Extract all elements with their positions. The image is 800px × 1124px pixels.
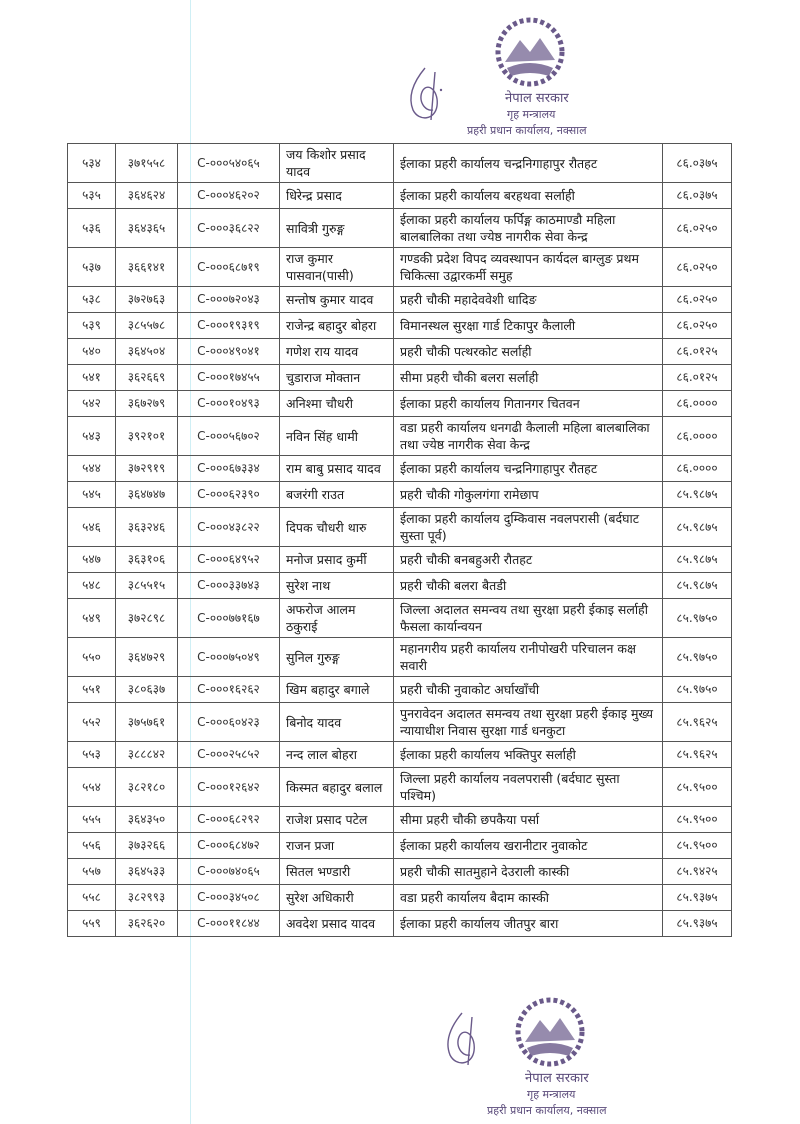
candidate-name: सितल भण्डारी: [280, 859, 394, 885]
score: ८६.००००: [663, 456, 732, 482]
table-row: [68, 833, 732, 859]
table-row: [68, 638, 732, 677]
score: ८५.९६२५: [663, 742, 732, 768]
serial-number: ५४०: [68, 339, 116, 365]
candidate-id: C-०००५६७०२: [178, 417, 280, 456]
roll-number: ३८२१८०: [116, 768, 178, 807]
candidate-id: C-०००७७१६७: [178, 599, 280, 638]
table-row: [68, 859, 732, 885]
candidate-name: धिरेन्द्र प्रसाद: [280, 183, 394, 209]
score: ८६.०२५०: [663, 313, 732, 339]
official-stamp: [465, 990, 635, 1120]
candidate-id: C-०००६८७१९: [178, 248, 280, 287]
posting-office: ईलाका प्रहरी कार्यालय जीतपुर बारा: [394, 911, 663, 937]
candidate-id: C-०००३३७४३: [178, 573, 280, 599]
posting-office: महानगरीय प्रहरी कार्यालय रानीपोखरी परिचालन कक्ष सवारी: [394, 638, 663, 677]
candidate-name: नविन सिंह धामी: [280, 417, 394, 456]
posting-office: गण्डकी प्रदेश विपद व्यवस्थापन कार्यदल बाग्लुङ प्रथम चिकित्सा उद्वारकर्मी समुह: [394, 248, 663, 287]
score: ८५.९४२५: [663, 859, 732, 885]
candidate-id: C-०००१७४५५: [178, 365, 280, 391]
score: ८६.००००: [663, 391, 732, 417]
score: ८५.९५००: [663, 768, 732, 807]
score: ८५.९३७५: [663, 911, 732, 937]
score: ८६.०२५०: [663, 209, 732, 248]
roll-number: ३८०६३७: [116, 677, 178, 703]
roll-number: ३९२१०१: [116, 417, 178, 456]
serial-number: ५४८: [68, 573, 116, 599]
candidate-name: सुरेश अधिकारी: [280, 885, 394, 911]
posting-office: प्रहरी चौकी बनबहुअरी रौतहट: [394, 547, 663, 573]
roll-number: ३६४७४७: [116, 482, 178, 508]
table-row: [68, 547, 732, 573]
serial-number: ५४९: [68, 599, 116, 638]
posting-office: सीमा प्रहरी चौकी छपकैया पर्सा: [394, 807, 663, 833]
score: ८६.०३७५: [663, 144, 732, 183]
score: ८५.९६२५: [663, 703, 732, 742]
table-row: [68, 573, 732, 599]
serial-number: ५४४: [68, 456, 116, 482]
candidate-id: C-०००१२६४२: [178, 768, 280, 807]
serial-number: ५३९: [68, 313, 116, 339]
serial-number: ५५८: [68, 885, 116, 911]
candidate-id: C-०००१०४९३: [178, 391, 280, 417]
table-row: [68, 742, 732, 768]
stamp-line3: प्रहरी प्रधान कार्यालय, नक्साल: [467, 124, 587, 137]
serial-number: ५५९: [68, 911, 116, 937]
roll-number: ३६३२४६: [116, 508, 178, 547]
candidate-name: मनोज प्रसाद कुर्मी: [280, 547, 394, 573]
posting-office: जिल्ला अदालत समन्वय तथा सुरक्षा प्रहरी ईकाइ सर्लाही फैसला कार्यान्वयन: [394, 599, 663, 638]
candidate-name: सावित्री गुरुङ्ग: [280, 209, 394, 248]
table-row: [68, 482, 732, 508]
serial-number: ५४२: [68, 391, 116, 417]
score: ८५.९७५०: [663, 638, 732, 677]
serial-number: ५५७: [68, 859, 116, 885]
candidate-name: गणेश राय यादव: [280, 339, 394, 365]
roll-number: ३६२६६९: [116, 365, 178, 391]
serial-number: ५४६: [68, 508, 116, 547]
table-row: [68, 807, 732, 833]
stamp-line2: गृह मन्त्रालय: [507, 108, 556, 121]
candidate-name: किस्मत बहादुर बलाल: [280, 768, 394, 807]
posting-office: प्रहरी चौकी नुवाकोट अर्घाखाँची: [394, 677, 663, 703]
table-row: [68, 339, 732, 365]
serial-number: ५४७: [68, 547, 116, 573]
candidate-id: C-०००४६२०२: [178, 183, 280, 209]
candidate-id: C-०००६८२९२: [178, 807, 280, 833]
table-row: [68, 677, 732, 703]
candidate-name: सुनिल गुरुङ्ग: [280, 638, 394, 677]
roll-number: ३७१५५८: [116, 144, 178, 183]
table-row: [68, 768, 732, 807]
table-row: [68, 885, 732, 911]
score: ८५.९८७५: [663, 547, 732, 573]
serial-number: ५३७: [68, 248, 116, 287]
score: ८६.००००: [663, 417, 732, 456]
candidate-id: C-०००६८४७२: [178, 833, 280, 859]
candidate-name: खिम बहादुर बगाले: [280, 677, 394, 703]
roll-number: ३६४५०४: [116, 339, 178, 365]
roll-number: ३७३२६६: [116, 833, 178, 859]
posting-office: विमानस्थल सुरक्षा गार्ड टिकापुर कैलाली: [394, 313, 663, 339]
table-row: [68, 456, 732, 482]
score: ८६.०२५०: [663, 287, 732, 313]
candidate-name: दिपक चौधरी थारु: [280, 508, 394, 547]
roll-number: ३८५५७८: [116, 313, 178, 339]
score: ८६.०३७५: [663, 183, 732, 209]
stamp-line3: प्रहरी प्रधान कार्यालय, नक्साल: [487, 1104, 607, 1117]
serial-number: ५५०: [68, 638, 116, 677]
posting-office: ईलाका प्रहरी कार्यालय चन्द्रनिगाहापुर रौतहट: [394, 144, 663, 183]
posting-office: ईलाका प्रहरी कार्यालय फर्पिङ्ग काठमाण्डौ महिला बालबालिका तथा ज्येष्ठ नागरीक सेवा केन्द्र: [394, 209, 663, 248]
score: ८५.९७५०: [663, 599, 732, 638]
candidate-name: सुरेश नाथ: [280, 573, 394, 599]
table-row: [68, 911, 732, 937]
candidate-id: C-०००७४०६५: [178, 859, 280, 885]
score: ८६.०२५०: [663, 248, 732, 287]
table-row: [68, 144, 732, 183]
table-row: [68, 248, 732, 287]
selection-table: [67, 143, 732, 937]
serial-number: ५५६: [68, 833, 116, 859]
candidate-name: सन्तोष कुमार यादव: [280, 287, 394, 313]
roll-number: ३६६१४१: [116, 248, 178, 287]
posting-office: सीमा प्रहरी चौकी बलरा सर्लाही: [394, 365, 663, 391]
candidate-name: बिनोद यादव: [280, 703, 394, 742]
candidate-name: नन्द लाल बोहरा: [280, 742, 394, 768]
posting-office: ईलाका प्रहरी कार्यालय बरहथवा सर्लाही: [394, 183, 663, 209]
roll-number: ३६४५३३: [116, 859, 178, 885]
score: ८५.९८७५: [663, 482, 732, 508]
score: ८६.०१२५: [663, 339, 732, 365]
posting-office: वडा प्रहरी कार्यालय धनगढी कैलाली महिला बालबालिका तथा ज्येष्ठ नागरीक सेवा केन्द्र: [394, 417, 663, 456]
roll-number: ३६४७२९: [116, 638, 178, 677]
table-row: [68, 417, 732, 456]
serial-number: ५३५: [68, 183, 116, 209]
serial-number: ५४३: [68, 417, 116, 456]
posting-office: ईलाका प्रहरी कार्यालय चन्द्रनिगाहापुर रौतहट: [394, 456, 663, 482]
score: ८५.९८७५: [663, 508, 732, 547]
table-row: [68, 365, 732, 391]
candidate-id: C-०००७५०४९: [178, 638, 280, 677]
candidate-name: राम बाबु प्रसाद यादव: [280, 456, 394, 482]
candidate-id: C-०००४३८२२: [178, 508, 280, 547]
serial-number: ५५३: [68, 742, 116, 768]
posting-office: वडा प्रहरी कार्यालय बैदाम कास्की: [394, 885, 663, 911]
candidate-name: राज कुमार पासवान(पासी): [280, 248, 394, 287]
table-row: [68, 391, 732, 417]
roll-number: ३७२७६३: [116, 287, 178, 313]
candidate-id: C-०००६०४२३: [178, 703, 280, 742]
score: ८५.९५००: [663, 807, 732, 833]
score: ८५.९५००: [663, 833, 732, 859]
serial-number: ५३६: [68, 209, 116, 248]
serial-number: ५४५: [68, 482, 116, 508]
candidate-name: जय किशोर प्रसाद यादव: [280, 144, 394, 183]
roll-number: ३६४३६५: [116, 209, 178, 248]
candidate-name: राजन प्रजा: [280, 833, 394, 859]
posting-office: ईलाका प्रहरी कार्यालय दुम्किवास नवलपरासी (बर्दघाट सुस्ता पूर्व): [394, 508, 663, 547]
candidate-name: अनिश्मा चौधरी: [280, 391, 394, 417]
score: ८५.९७५०: [663, 677, 732, 703]
table-row: [68, 703, 732, 742]
roll-number: ३८२९९३: [116, 885, 178, 911]
serial-number: ५५५: [68, 807, 116, 833]
candidate-name: अफरोज आलम ठकुराई: [280, 599, 394, 638]
candidate-name: चुडाराज मोक्तान: [280, 365, 394, 391]
candidate-id: C-०००५४०६५: [178, 144, 280, 183]
roll-number: ३८८८४२: [116, 742, 178, 768]
candidate-id: C-०००३६८२२: [178, 209, 280, 248]
serial-number: ५५४: [68, 768, 116, 807]
table-row: [68, 599, 732, 638]
candidate-id: C-०००११८४४: [178, 911, 280, 937]
candidate-name: राजेन्द्र बहादुर बोहरा: [280, 313, 394, 339]
posting-office: प्रहरी चौकी पत्थरकोट सर्लाही: [394, 339, 663, 365]
serial-number: ५४१: [68, 365, 116, 391]
posting-office: प्रहरी चौकी गोकुलगंगा रामेछाप: [394, 482, 663, 508]
posting-office: ईलाका प्रहरी कार्यालय खरानीटार नुवाकोट: [394, 833, 663, 859]
candidate-id: C-०००४९०४१: [178, 339, 280, 365]
posting-office: ईलाका प्रहरी कार्यालय भक्तिपुर सर्लाही: [394, 742, 663, 768]
candidate-id: C-०००१६२६२: [178, 677, 280, 703]
candidate-id: C-०००६४९५२: [178, 547, 280, 573]
serial-number: ५५१: [68, 677, 116, 703]
serial-number: ५३४: [68, 144, 116, 183]
roll-number: ३७२९१९: [116, 456, 178, 482]
score: ८६.०१२५: [663, 365, 732, 391]
table-row: [68, 287, 732, 313]
roll-number: ३६२६२०: [116, 911, 178, 937]
candidate-name: अवदेश प्रसाद यादव: [280, 911, 394, 937]
candidate-id: C-०००६७३३४: [178, 456, 280, 482]
table-row: [68, 508, 732, 547]
candidate-name: राजेश प्रसाद पटेल: [280, 807, 394, 833]
posting-office: प्रहरी चौकी महादेववेशी धादिङ: [394, 287, 663, 313]
roll-number: ३६४६२४: [116, 183, 178, 209]
roll-number: ३६४३५०: [116, 807, 178, 833]
official-stamp: [445, 10, 615, 140]
score: ८५.९३७५: [663, 885, 732, 911]
roll-number: ३७२८९८: [116, 599, 178, 638]
candidate-id: C-०००३४५०८: [178, 885, 280, 911]
roll-number: ३६७२७९: [116, 391, 178, 417]
candidate-id: C-०००२५८५२: [178, 742, 280, 768]
posting-office: ईलाका प्रहरी कार्यालय गितानगर चितवन: [394, 391, 663, 417]
table-row: [68, 209, 732, 248]
candidate-id: C-०००६२३९०: [178, 482, 280, 508]
table-row: [68, 183, 732, 209]
score: ८५.९८७५: [663, 573, 732, 599]
stamp-line2: गृह मन्त्रालय: [527, 1088, 576, 1101]
table-row: [68, 313, 732, 339]
posting-office: प्रहरी चौकी सातमुहाने देउराली कास्की: [394, 859, 663, 885]
serial-number: ५३८: [68, 287, 116, 313]
candidate-name: बजरंगी राउत: [280, 482, 394, 508]
roll-number: ३८५५१५: [116, 573, 178, 599]
stamp-line1: नेपाल सरकार: [525, 1071, 589, 1086]
stamp-line1: नेपाल सरकार: [505, 91, 569, 106]
candidate-id: C-०००७२०४३: [178, 287, 280, 313]
roll-number: ३६३१०६: [116, 547, 178, 573]
serial-number: ५५२: [68, 703, 116, 742]
posting-office: जिल्ला प्रहरी कार्यालय नवलपरासी (बर्दघाट सुस्ता पश्चिम): [394, 768, 663, 807]
roll-number: ३७५७६१: [116, 703, 178, 742]
candidate-id: C-०००१९३१९: [178, 313, 280, 339]
posting-office: प्रहरी चौकी बलरा बैतडी: [394, 573, 663, 599]
posting-office: पुनरावेदन अदालत समन्वय तथा सुरक्षा प्रहरी ईकाइ मुख्य न्यायाधीश निवास सुरक्षा गार्ड धनकुटा: [394, 703, 663, 742]
